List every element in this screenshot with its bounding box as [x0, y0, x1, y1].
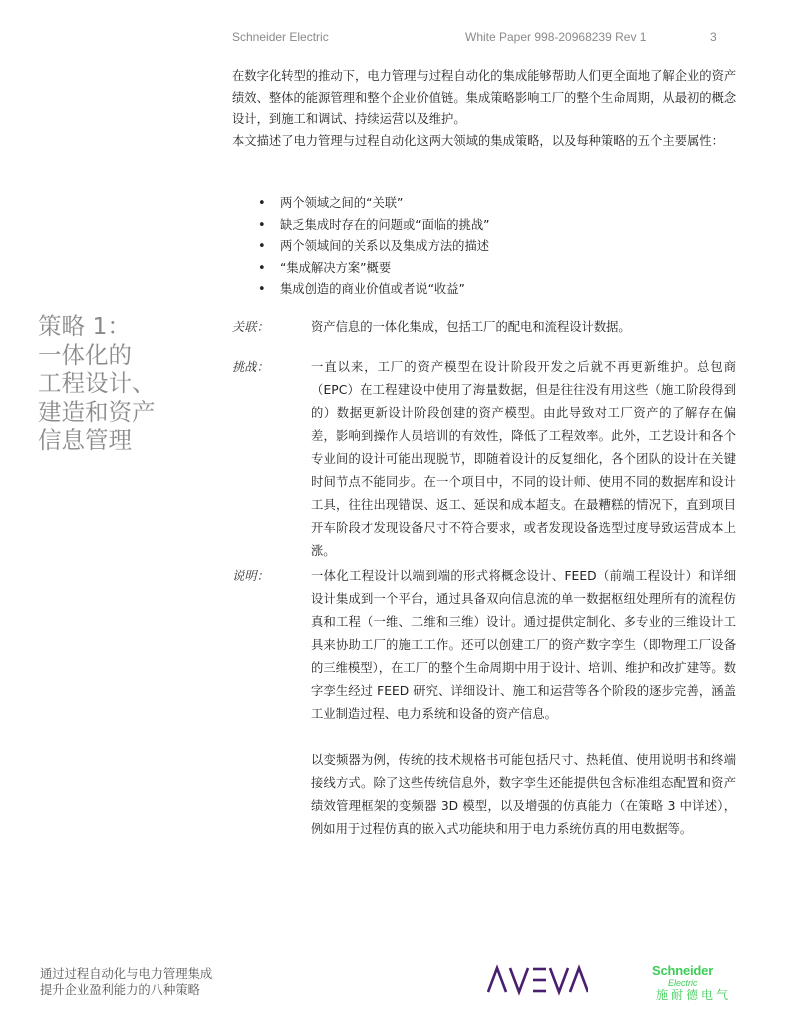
- aveva-letter-v: [510, 968, 528, 992]
- aveva-letter-a: [488, 968, 506, 992]
- list-item: • 两个领域间的关系以及集成方法的描述: [258, 236, 728, 258]
- challenge-text: [311, 356, 736, 563]
- strategy-title-line: 策略 1：: [38, 312, 131, 340]
- aveva-logo: [486, 962, 588, 1000]
- strategy-title-line: 信息管理: [38, 426, 132, 454]
- aveva-logo-graphic: [486, 962, 588, 996]
- aveva-letter-v2: [550, 968, 568, 992]
- attribute-list: [258, 193, 728, 301]
- strategy-title-line: 建造和资产: [38, 397, 156, 426]
- list-item: • 缺乏集成时存在的问题或“面临的挑战”: [258, 215, 728, 237]
- header-document-id: White Paper 998-20968239 Rev 1: [465, 30, 647, 44]
- strategy-title-line: 一体化的: [38, 340, 132, 369]
- page-header: [232, 30, 732, 46]
- se-logo-sub: Electric: [668, 978, 698, 988]
- list-item: • 集成创造的商业价值或者说“收益”: [258, 279, 728, 301]
- relation-text: [311, 316, 736, 339]
- intro-section: [232, 66, 737, 152]
- relation-paragraph: 资产信息的一体化集成，包括工厂的配电和流程设计数据。: [311, 320, 631, 334]
- se-logo-name: Schneider: [652, 963, 714, 978]
- description-paragraph: 一体化工程设计以端到端的形式将概念设计、FEED（前端工程设计）和详细设计集成到一个平台，通过具备双向信息流的单一数据枢纽处理所有的流程仿真和工程（一维、二维和三维）设计。通过提供定制化、多专业的三维设计工具来协助工厂的施工工作。还可以创建工厂的资产数字孪生（即物理工厂设备的三维模型），在工厂的整个生命周期中用于设计、培训、维护和改扩建等。数字孪生经过 FEED 研究、详细设计、施工和运营等各个阶段的逐步完善，涵盖工业制造过程、电力系统和设备的资产信息。: [311, 569, 736, 721]
- intro-paragraph: 本文描述了电力管理与过程自动化这两大领域的集成策略，以及每种策略的五个主要属性：: [232, 133, 724, 148]
- relation-label: 关联：: [232, 320, 269, 334]
- challenge-paragraph: 一直以来，工厂的资产模型在设计阶段开发之后就不再更新维护。总包商（EPC）在工程建设中使用了海量数据，但是往往没有用这些（施工阶段得到的）数据更新设计阶段创建的资产模型。由此导致对工厂资产的了解存在偏差，影响到操作人员培训的有效性，降低了工程效率。此外，工艺设计和各个专业间的设计可能出现脱节，即随着设计的反复细化，各个团队的设计在关键时间节点不能同步。在一个项目中，不同的设计师、使用不同的数据库和设计工具，往往出现错误、返工、延误和成本超支。在最糟糕的情况下，直到项目开车阶段才发现设备尺寸不符合要求，或者发现设备选型过度导致运营成本上涨。: [311, 360, 736, 558]
- se-logo-chinese: 施耐德电气: [656, 988, 732, 1002]
- challenge-label: 挑战：: [232, 360, 269, 374]
- aveva-letter-a2: [570, 968, 588, 992]
- strategy-title-line: 工程设计、: [38, 369, 156, 397]
- strategy-title: [38, 312, 213, 455]
- list-item: • “集成解决方案”概要: [258, 258, 728, 280]
- intro-paragraph: 在数字化转型的推动下，电力管理与过程自动化的集成能够帮助人们更全面地了解企业的资产绩效、整体的能源管理和整个企业价值链。集成策略影响工厂的整个生命周期，从最初的概念设计，到施工和调试、持续运营以及维护。: [232, 69, 737, 126]
- description-text: [311, 565, 736, 841]
- header-company: Schneider Electric: [232, 30, 329, 44]
- footer-title-line: 通过过程自动化与电力管理集成: [40, 967, 213, 981]
- footer-title-line: 提升企业盈利能力的八种策略: [40, 983, 200, 997]
- list-item: • 两个领域之间的“关联”: [258, 193, 728, 215]
- description-paragraph: 以变频器为例，传统的技术规格书可能包括尺寸、热耗值、使用说明书和终端接线方式。除了这些传统信息外，数字孪生还能提供包含标准组态配置和资产绩效管理框架的变频器 3D 模型，以及增强的仿真能力（在策略 3 中详述），例如用于过程仿真的嵌入式功能块和用于电力系统仿真的用电数据等。: [311, 753, 736, 836]
- footer-document-title: [40, 966, 300, 998]
- description-label: 说明：: [232, 569, 269, 583]
- header-page-number: 3: [710, 30, 717, 44]
- schneider-electric-logo: [652, 964, 736, 1002]
